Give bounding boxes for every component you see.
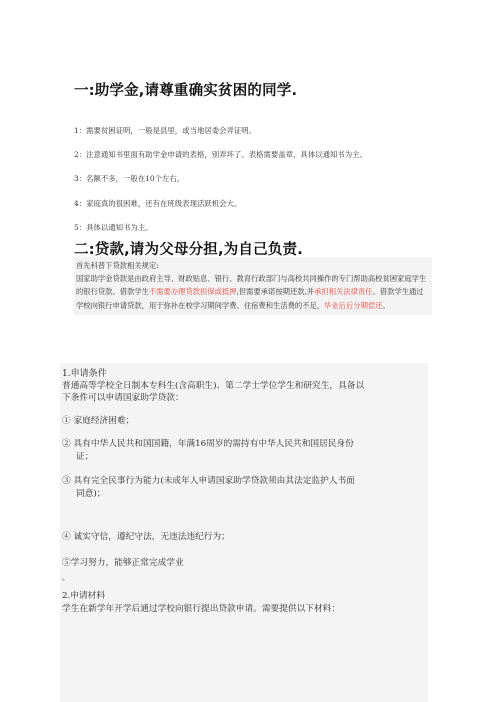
condition-5: ⑤学习努力，能够正常完成学业	[62, 558, 184, 568]
para-highlight-2: 承担相关法律责任	[314, 287, 373, 297]
loan-rules-block	[74, 257, 432, 315]
conditions-intro-line-1: 普通高等学校全日制本专科生(含高职生)、第二学士学位学生和研究生，具备以	[62, 381, 365, 391]
condition-end-mark: 。	[62, 574, 69, 582]
section1-item-4: 4：家庭真的很困难，还有在班级表现活跃机会大。	[74, 199, 242, 208]
loan-rules-intro: 首先科普下贷款相关规定:	[76, 261, 159, 270]
para-highlight-3: 毕业后后分期偿还	[324, 300, 383, 310]
para-text-4: 。	[382, 300, 390, 310]
materials-heading: 2.申请材料	[62, 591, 106, 601]
condition-4: ④ 诚实守信，遵纪守法，无违法违纪行为；	[62, 532, 230, 542]
para-text-2: ,但需要承诺按期还款,并	[236, 287, 315, 297]
section1-item-1: 1：需要贫困证明，一般是县里，或当地居委会弄证明。	[74, 126, 257, 135]
section1-item-2: 2：注意通知书里面有助学金申请的表格，别弄坏了。表格需要盖章，具体以通知书为主。	[74, 150, 367, 159]
para-text-1: 国家助学金贷款是由政府主导、财政贴息、银行、教育行政部门与高校共同操作的专门帮助高校贫困家庭学生的银行贷款。借款学生	[76, 274, 427, 297]
para-text-3: 。借款学生通过学校向银行申请贷款，用于弥补在校学习期间学费、住宿费和生活费的不足，	[76, 287, 424, 310]
conditions-heading: 1.申请条件	[62, 369, 107, 379]
condition-3-line-1: ③ 具有完全民事行为能力(未成年人申请国家助学贷款须由其法定监护人书面	[62, 476, 355, 486]
section1-item-3: 3：名额不多，一般在10个左右，	[74, 174, 185, 183]
section1-title: 一:助学金,请尊重确实贫困的同学.	[74, 83, 298, 99]
para-highlight-1: 不需要办理贷款担保或抵押	[148, 287, 237, 297]
conditions-intro-line-2: 下条件可以申请国家助学贷款：	[62, 393, 184, 403]
section2-title: 二:贷款,请为父母分担,为自己负责.	[74, 242, 303, 258]
section1-item-5: 5：具体以通知书为主。	[74, 223, 153, 232]
condition-1: ① 家庭经济困难；	[62, 416, 135, 426]
condition-2-line-1: ② 具有中华人民共和国国籍，年满16周岁的需持有中华人民共和国居民身份	[62, 439, 354, 449]
condition-3-line-2: 同意)；	[76, 489, 106, 499]
loan-rules-paragraph	[76, 272, 430, 312]
condition-2-line-2: 证；	[76, 452, 94, 462]
materials-text: 学生在新学年开学后通过学校向银行提出贷款申请。需要提供以下材料：	[62, 604, 340, 614]
